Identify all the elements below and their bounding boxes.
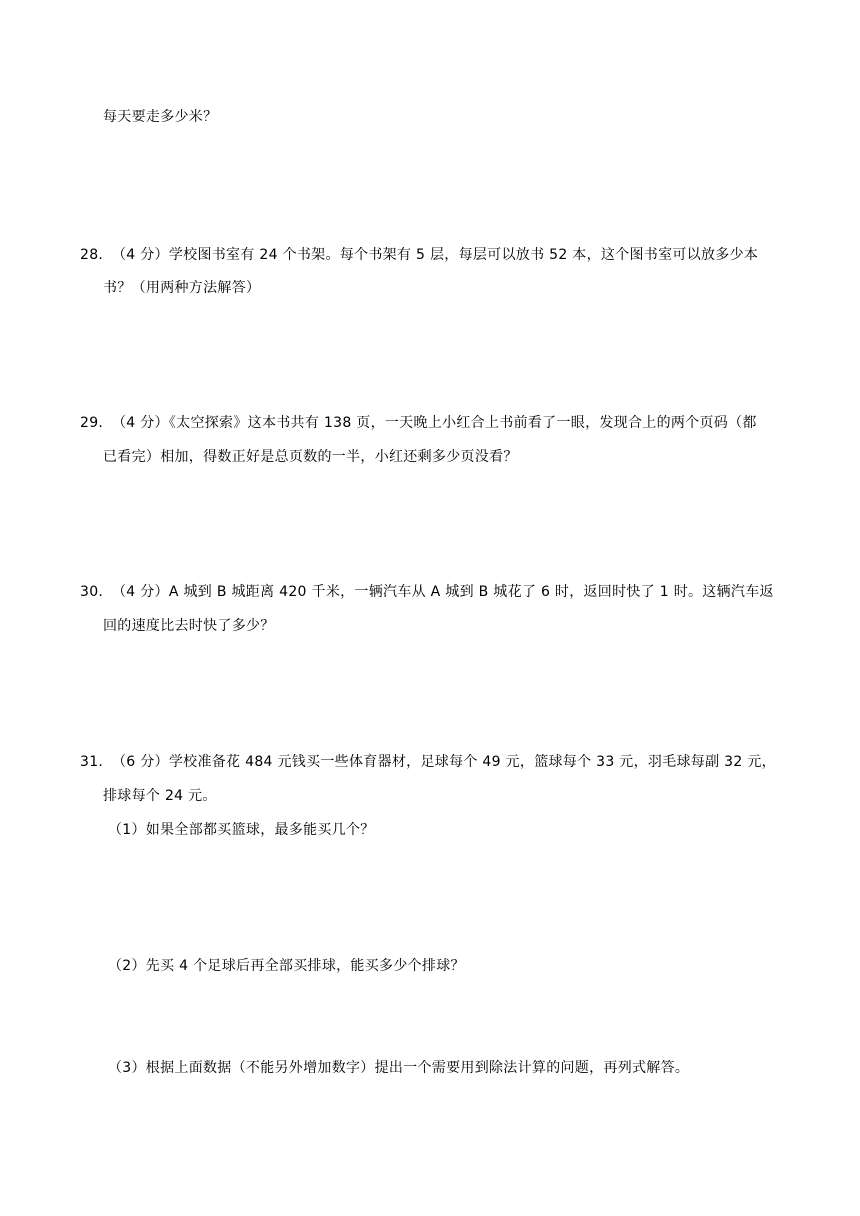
question-score: （6 分） [112,754,169,770]
question-30-line2: 回的速度比去时快了多少？ [103,618,275,634]
question-28-line2: 书？（用两种方法解答） [103,280,261,296]
question-31-sub1: （1）如果全部都买篮球，最多能买几个？ [108,822,375,838]
previous-question-continuation: 每天要走多少米？ [103,109,218,125]
question-31-line1 [80,752,776,772]
question-number: 31. [80,754,104,770]
question-28-line1 [80,245,758,265]
question-31-sub3: （3）根据上面数据（不能另外增加数字）提出一个需要用到除法计算的问题，再列式解答。 [108,1060,690,1076]
question-30-line1 [80,582,774,602]
question-text: A 城到 B 城距离 420 千米，一辆汽车从 A 城到 B 城花了 6 时，返回时快了 1 时。这辆汽车返 [168,584,774,600]
question-31-sub2: （2）先买 4 个足球后再全部买排球，能买多少个排球？ [108,958,465,974]
question-text: 学校准备花 484 元钱买一些体育器材，足球每个 49 元，篮球每个 33 元，羽毛球每副 32 元， [168,754,776,770]
question-number: 30. [80,584,104,600]
question-text: 《太空探索》这本书共有 138 页，一天晚上小红合上书前看了一眼，发现合上的两个页码（都 [168,415,757,431]
question-number: 29. [80,415,104,431]
question-score: （4 分） [112,415,169,431]
question-29-line2: 已看完）相加，得数正好是总页数的一半，小红还剩多少页没看？ [103,449,518,465]
question-number: 28. [80,247,104,263]
question-31-line2: 排球每个 24 元。 [103,788,217,804]
question-score: （4 分） [112,584,169,600]
question-text: 学校图书室有 24 个书架。每个书架有 5 层，每层可以放书 52 本，这个图书室可以放多少本 [168,247,759,263]
question-score: （4 分） [112,247,169,263]
question-29-line1 [80,413,757,433]
